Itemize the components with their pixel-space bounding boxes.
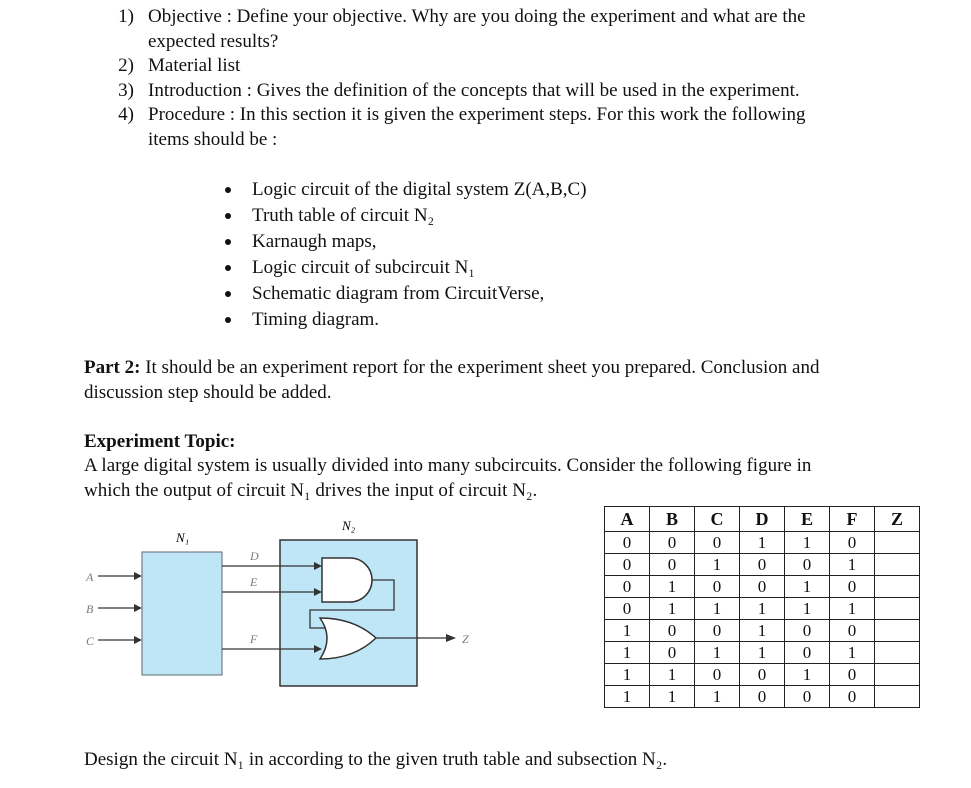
part2-text: It should be an experiment report for the experiment sheet you prepared. Conclusion and bbox=[140, 357, 820, 378]
table-cell: 1 bbox=[830, 598, 875, 620]
table-row bbox=[605, 686, 920, 708]
n1-block bbox=[142, 552, 222, 675]
table-cell: 0 bbox=[740, 576, 785, 598]
column-header: C bbox=[695, 507, 740, 532]
topic-text: which the output of circuit N₁ drives the input of circuit N₂. bbox=[84, 480, 538, 501]
bullet-dot bbox=[225, 291, 231, 297]
bullet-dot bbox=[225, 265, 231, 271]
table-cell: 1 bbox=[695, 598, 740, 620]
wire-label-e: E bbox=[250, 575, 258, 589]
arrow-c bbox=[134, 636, 142, 644]
input-label-b: B bbox=[86, 602, 94, 616]
column-header: B bbox=[650, 507, 695, 532]
table-cell bbox=[875, 664, 920, 686]
list-text: Procedure : In this section it is given the experiment steps. For this work the following bbox=[148, 104, 806, 125]
part2-text-continued: discussion step should be added. bbox=[84, 382, 332, 403]
table-cell: 1 bbox=[830, 554, 875, 576]
topic-heading: Experiment Topic: bbox=[84, 431, 236, 452]
arrow-b bbox=[134, 604, 142, 612]
table-row bbox=[605, 576, 920, 598]
list-text-continued: expected results? bbox=[148, 31, 279, 52]
table-cell: 0 bbox=[695, 532, 740, 554]
n2-label: N₂ bbox=[342, 518, 356, 533]
table-cell: 1 bbox=[605, 642, 650, 664]
table-cell: 1 bbox=[605, 686, 650, 708]
table-cell bbox=[875, 620, 920, 642]
table-cell: 0 bbox=[785, 620, 830, 642]
list-text: Introduction : Gives the definition of the concepts that will be used in the experiment. bbox=[148, 80, 800, 101]
table-cell bbox=[875, 642, 920, 664]
input-label-a: A bbox=[86, 570, 94, 584]
table-cell: 1 bbox=[785, 576, 830, 598]
table-cell: 0 bbox=[740, 686, 785, 708]
part2-label: Part 2: bbox=[84, 357, 141, 378]
table-row bbox=[605, 642, 920, 664]
bullet-item: Schematic diagram from CircuitVerse, bbox=[252, 283, 545, 304]
table-cell bbox=[875, 686, 920, 708]
footer-instruction: Design the circuit N₁ in according to the given truth table and subsection N₂. bbox=[84, 749, 668, 770]
table-row bbox=[605, 554, 920, 576]
table-row bbox=[605, 598, 920, 620]
and-gate bbox=[322, 558, 372, 602]
table-cell: 0 bbox=[830, 576, 875, 598]
table-cell: 1 bbox=[650, 686, 695, 708]
table-cell: 1 bbox=[695, 554, 740, 576]
bullet-item: Logic circuit of the digital system Z(A,B,C) bbox=[252, 179, 587, 200]
list-number: 4) bbox=[118, 104, 134, 125]
column-header: A bbox=[605, 507, 650, 532]
table-cell: 0 bbox=[740, 664, 785, 686]
table-cell: 1 bbox=[605, 664, 650, 686]
column-header: Z bbox=[875, 507, 920, 532]
table-cell: 1 bbox=[785, 532, 830, 554]
output-label-z: Z bbox=[462, 632, 469, 646]
table-cell: 0 bbox=[605, 576, 650, 598]
table-header-row bbox=[605, 507, 920, 532]
arrow-z bbox=[446, 634, 456, 642]
table-row bbox=[605, 532, 920, 554]
table-cell: 0 bbox=[695, 664, 740, 686]
wire-label-f: F bbox=[250, 632, 258, 646]
table-cell: 0 bbox=[650, 620, 695, 642]
arrow-a bbox=[134, 572, 142, 580]
table-cell: 0 bbox=[785, 642, 830, 664]
n1-label: N₁ bbox=[176, 530, 190, 545]
circuit-diagram bbox=[84, 512, 484, 692]
column-header: F bbox=[830, 507, 875, 532]
input-label-c: C bbox=[86, 634, 95, 648]
table-cell: 0 bbox=[605, 532, 650, 554]
table-cell: 0 bbox=[650, 554, 695, 576]
table-cell: 0 bbox=[695, 620, 740, 642]
column-header: D bbox=[740, 507, 785, 532]
topic-text: A large digital system is usually divided into many subcircuits. Consider the following figure in bbox=[84, 455, 812, 476]
table-cell bbox=[875, 532, 920, 554]
part2-paragraph bbox=[84, 356, 820, 380]
table-cell: 0 bbox=[830, 620, 875, 642]
bullet-dot bbox=[225, 187, 231, 193]
table-cell: 1 bbox=[740, 532, 785, 554]
table-cell bbox=[875, 598, 920, 620]
table-cell: 1 bbox=[650, 664, 695, 686]
bullet-dot bbox=[225, 317, 231, 323]
table-cell: 1 bbox=[695, 686, 740, 708]
list-text-continued: items should be : bbox=[148, 129, 278, 150]
table-cell: 1 bbox=[785, 598, 830, 620]
table-cell: 0 bbox=[785, 686, 830, 708]
list-number: 3) bbox=[118, 80, 134, 101]
table-cell: 1 bbox=[740, 598, 785, 620]
table-row bbox=[605, 620, 920, 642]
table-row bbox=[605, 664, 920, 686]
bullet-item: Logic circuit of subcircuit N₁ bbox=[252, 257, 475, 278]
bullet-item: Karnaugh maps, bbox=[252, 231, 377, 252]
list-number: 2) bbox=[118, 55, 134, 76]
table-cell: 1 bbox=[605, 620, 650, 642]
table-cell: 1 bbox=[740, 642, 785, 664]
list-number: 1) bbox=[118, 6, 134, 27]
bullet-dot bbox=[225, 213, 231, 219]
table-cell: 0 bbox=[605, 554, 650, 576]
wire-label-d: D bbox=[250, 549, 259, 563]
table-cell: 0 bbox=[650, 642, 695, 664]
truth-table bbox=[604, 506, 920, 708]
list-text: Objective : Define your objective. Why are you doing the experiment and what are the bbox=[148, 6, 806, 27]
table-cell: 0 bbox=[740, 554, 785, 576]
table-cell: 1 bbox=[785, 664, 830, 686]
table-cell: 1 bbox=[650, 576, 695, 598]
table-cell: 0 bbox=[785, 554, 830, 576]
table-cell: 1 bbox=[740, 620, 785, 642]
table-cell: 0 bbox=[605, 598, 650, 620]
table-cell: 0 bbox=[695, 576, 740, 598]
table-cell: 0 bbox=[830, 664, 875, 686]
table-cell: 0 bbox=[830, 686, 875, 708]
table-cell: 0 bbox=[830, 532, 875, 554]
table-cell: 1 bbox=[830, 642, 875, 664]
table-cell bbox=[875, 576, 920, 598]
bullet-item: Timing diagram. bbox=[252, 309, 380, 330]
table-cell bbox=[875, 554, 920, 576]
column-header: E bbox=[785, 507, 830, 532]
table-cell: 1 bbox=[650, 598, 695, 620]
list-text: Material list bbox=[148, 55, 241, 76]
bullet-item: Truth table of circuit N₂ bbox=[252, 205, 435, 226]
table-cell: 1 bbox=[695, 642, 740, 664]
bullet-dot bbox=[225, 239, 231, 245]
table-cell: 0 bbox=[650, 532, 695, 554]
